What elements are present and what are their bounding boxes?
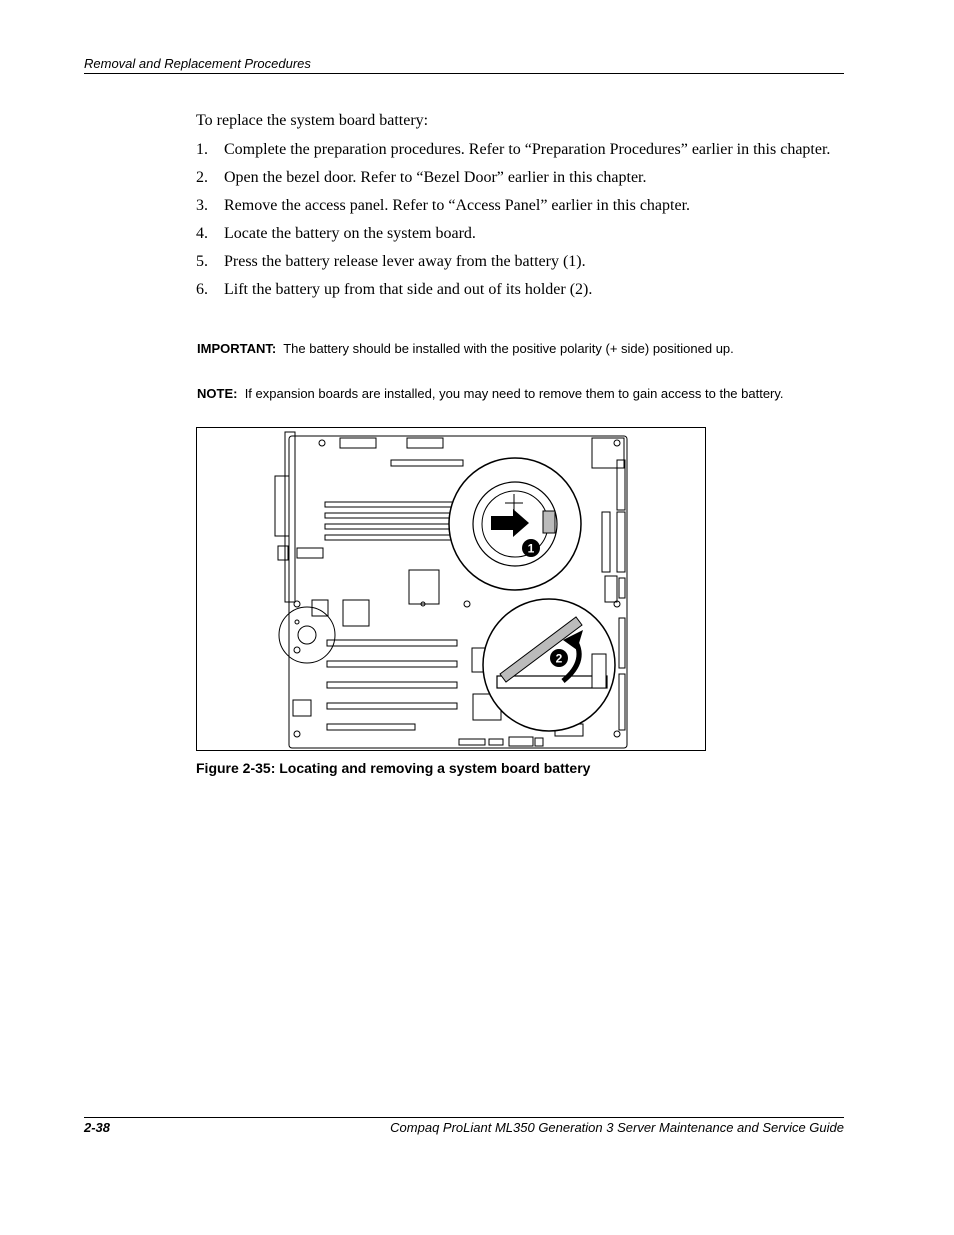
step-text: Lift the battery up from that side and out of its holder (2). [224, 281, 593, 298]
callout-2-label: 2 [555, 651, 563, 666]
intro-text: To replace the system board battery: [196, 112, 429, 129]
step-number: 3. [196, 197, 208, 214]
detail-view-release-lever [449, 458, 581, 590]
figure-caption: Figure 2-35: Locating and removing a system board battery [196, 760, 591, 776]
callout-1-label: 1 [527, 541, 535, 556]
callout-badge-1 [522, 539, 540, 557]
step-1 [196, 140, 836, 159]
detail-view-lift-battery [483, 599, 615, 731]
page-number: 2-38 [84, 1120, 111, 1135]
step-number: 2. [196, 169, 208, 186]
step-5 [196, 252, 836, 271]
note-label: NOTE: [197, 386, 238, 401]
note-text: If expansion boards are installed, you may need to remove them to gain access to the battery. [244, 386, 784, 401]
procedure-steps [196, 140, 836, 308]
step-number: 4. [196, 225, 208, 242]
header-rule [84, 73, 844, 74]
rear-io-bracket [285, 432, 295, 602]
step-text: Locate the battery on the system board. [224, 225, 476, 242]
battery-release-lever [543, 511, 555, 533]
figure-frame [196, 427, 706, 751]
callout-badge-2 [550, 649, 568, 667]
step-6 [196, 280, 836, 299]
system-board-illustration [197, 428, 707, 752]
step-number: 6. [196, 281, 208, 298]
battery-location-circle [279, 607, 335, 663]
important-callout [197, 341, 734, 356]
step-4 [196, 224, 836, 243]
battery-holder [497, 676, 607, 688]
important-text: The battery should be installed with the positive polarity (+ side) positioned up. [283, 341, 734, 356]
running-header: Removal and Replacement Procedures [84, 56, 311, 71]
expansion-slots [327, 640, 457, 730]
step-2 [196, 168, 836, 187]
step-3 [196, 196, 836, 215]
important-label: IMPORTANT: [197, 341, 277, 356]
serial-connector [275, 476, 289, 536]
guide-title: Compaq ProLiant ML350 Generation 3 Server Maintenance and Service Guide [390, 1120, 844, 1135]
footer-rule [84, 1117, 844, 1118]
step-number: 1. [196, 141, 208, 158]
step-text: Remove the access panel. Refer to “Access Panel” earlier in this chapter. [224, 197, 691, 214]
processor-socket [409, 570, 439, 604]
step-number: 5. [196, 253, 208, 270]
step-text: Complete the preparation procedures. Refer to “Preparation Procedures” earlier in this chapter. [224, 141, 831, 158]
note-callout [197, 386, 784, 401]
battery-small-icon [298, 626, 316, 644]
step-text: Press the battery release lever away from the battery (1). [224, 253, 586, 270]
step-text: Open the bezel door. Refer to “Bezel Door” earlier in this chapter. [224, 169, 647, 186]
dimm-slots [325, 502, 455, 540]
